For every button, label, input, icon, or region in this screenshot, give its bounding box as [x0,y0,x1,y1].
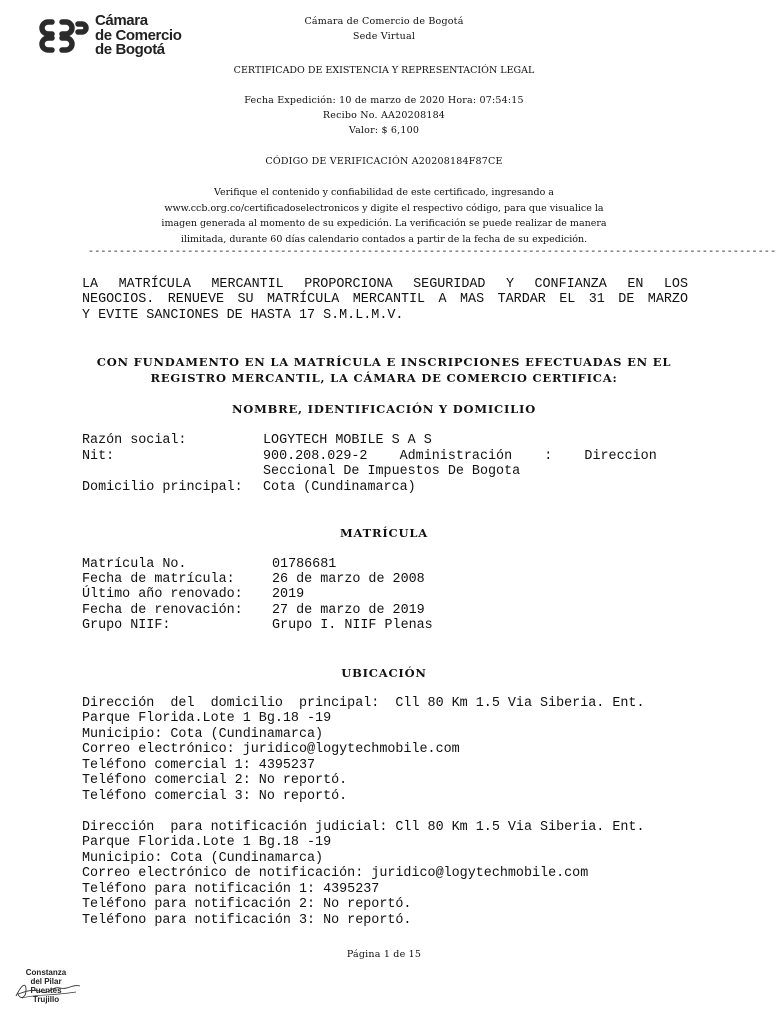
signature-line-1: Constanza [25,968,67,977]
direccion-principal-cont: Parque Florida.Lote 1 Bg.18 -19 [82,711,332,726]
telefono-comercial-2: Teléfono comercial 2: No reportó. [82,773,348,788]
valor: Valor: $ 6,100 [348,125,420,136]
heading-matricula: MATRÍCULA [340,526,428,540]
matricula-notice [82,277,688,323]
nit-value-cont: Seccional De Impuestos De Bogota [263,464,521,479]
direccion-notificacion: Dirección para notificación judicial: Cll 80 Km 1.5 Via Siberia. Ent. [82,820,645,835]
telefono-notificacion-1: Teléfono para notificación 1: 4395237 [82,882,380,897]
telefono-notificacion-3: Teléfono para notificación 3: No reportó. [82,913,412,928]
grupo-niif-label: Grupo NIIF: [82,618,171,633]
razon-social-label: Razón social: [82,433,187,448]
municipio-notificacion: Municipio: Cota (Cundinamarca) [82,851,324,866]
municipio: Municipio: Cota (Cundinamarca) [82,727,324,742]
verify-line-2: www.ccb.org.co/certificadoselectronicos y digite el respectivo código, para que visualice la [164,202,604,214]
fecha-renovacion-label: Fecha de renovación: [82,603,243,618]
notice-line-2: NEGOCIOS. RENUEVE SU MATRÍCULA MERCANTIL A MAS TARDAR EL 31 DE MARZO [82,292,688,308]
fecha-matricula-value: 26 de marzo de 2008 [272,572,425,587]
header-sede: Sede Virtual [352,31,416,42]
direccion-notificacion-cont: Parque Florida.Lote 1 Bg.18 -19 [82,835,332,850]
signature-line-4: Trujillo [32,995,60,1004]
domicilio-label: Domicilio principal: [82,480,243,495]
logo-line-2: de Comercio [95,26,182,44]
razon-social-value: LOGYTECH MOBILE S A S [263,433,432,448]
notice-line-1: LA MATRÍCULA MERCANTIL PROPORCIONA SEGURIDAD Y CONFIANZA EN LOS [82,277,688,292]
fundamento-line-1: CON FUNDAMENTO EN LA MATRÍCULA E INSCRIPCIONES EFECTUADAS EN EL [96,355,672,369]
verify-line-4: ilimitada, durante 60 días calendario contados a partir de la fecha de su expedición. [180,233,588,245]
telefono-notificacion-2: Teléfono para notificación 2: No reportó. [82,897,412,912]
fecha-expedicion: Fecha Expedición: 10 de marzo de 2020 Hora: 07:54:15 [244,95,524,106]
verification-code: CÓDIGO DE VERIFICACIÓN A20208184F87CE [265,156,503,167]
correo-notificacion: Correo electrónico de notificación: juridico@logytechmobile.com [82,866,589,881]
heading-ubicacion: UBICACIÓN [341,666,427,680]
logo-line-3: de Bogotá [95,41,165,58]
signature-scribble-icon [12,978,84,1002]
verify-line-3: imagen generada al momento de su expedición. La verificación se puede realizar de manera [161,218,607,229]
signature-line-3: Puentes [30,986,62,995]
heading-identificacion: NOMBRE, IDENTIFICACIÓN Y DOMICILIO [231,402,537,416]
certificate-title: CERTIFICADO DE EXISTENCIA Y REPRESENTACIÓN LEGAL [233,65,535,76]
fundamento-line-2: REGISTRO MERCANTIL, LA CÁMARA DE COMERCIO CERTIFICA: [150,371,618,385]
telefono-comercial-3: Teléfono comercial 3: No reportó. [82,789,348,804]
direccion-principal: Dirección del domicilio principal: Cll 80 Km 1.5 Via Siberia. Ent. [82,696,645,711]
verify-line-1: Verifique el contenido y confiabilidad de este certificado, ingresando a [214,187,554,198]
recibo-number: Recibo No. AA20208184 [322,110,446,121]
correo-electronico: Correo electrónico: juridico@logytechmobile.com [82,742,460,757]
matricula-no-value: 01786681 [272,557,337,572]
logo-line-1: Cámara [95,12,148,29]
fecha-renovacion-value: 27 de marzo de 2019 [272,603,425,618]
signature-line-2: del Pilar [30,977,62,986]
ultimo-ano-value: 2019 [272,587,305,602]
signature-stamp [10,968,82,1018]
header-org: Cámara de Comercio de Bogotá [304,16,464,27]
ultimo-ano-label: Último año renovado: [82,587,243,602]
nit-value: 900.208.029-2 Administración : Direccion [263,449,657,464]
page-number: Página 1 de 15 [346,949,422,960]
notice-line-3: Y EVITE SANCIONES DE HASTA 17 S.M.L.M.V. [82,307,404,323]
telefono-comercial-1: Teléfono comercial 1: 4395237 [82,758,316,773]
dashed-divider: --------------------------------------------------------------------------------------------------------------- [88,247,776,258]
grupo-niif-value: Grupo I. NIIF Plenas [272,618,433,633]
nit-label: Nit: [82,449,115,464]
fecha-matricula-label: Fecha de matrícula: [82,572,235,587]
domicilio-value: Cota (Cundinamarca) [263,480,416,495]
matricula-no-label: Matrícula No. [82,557,187,572]
